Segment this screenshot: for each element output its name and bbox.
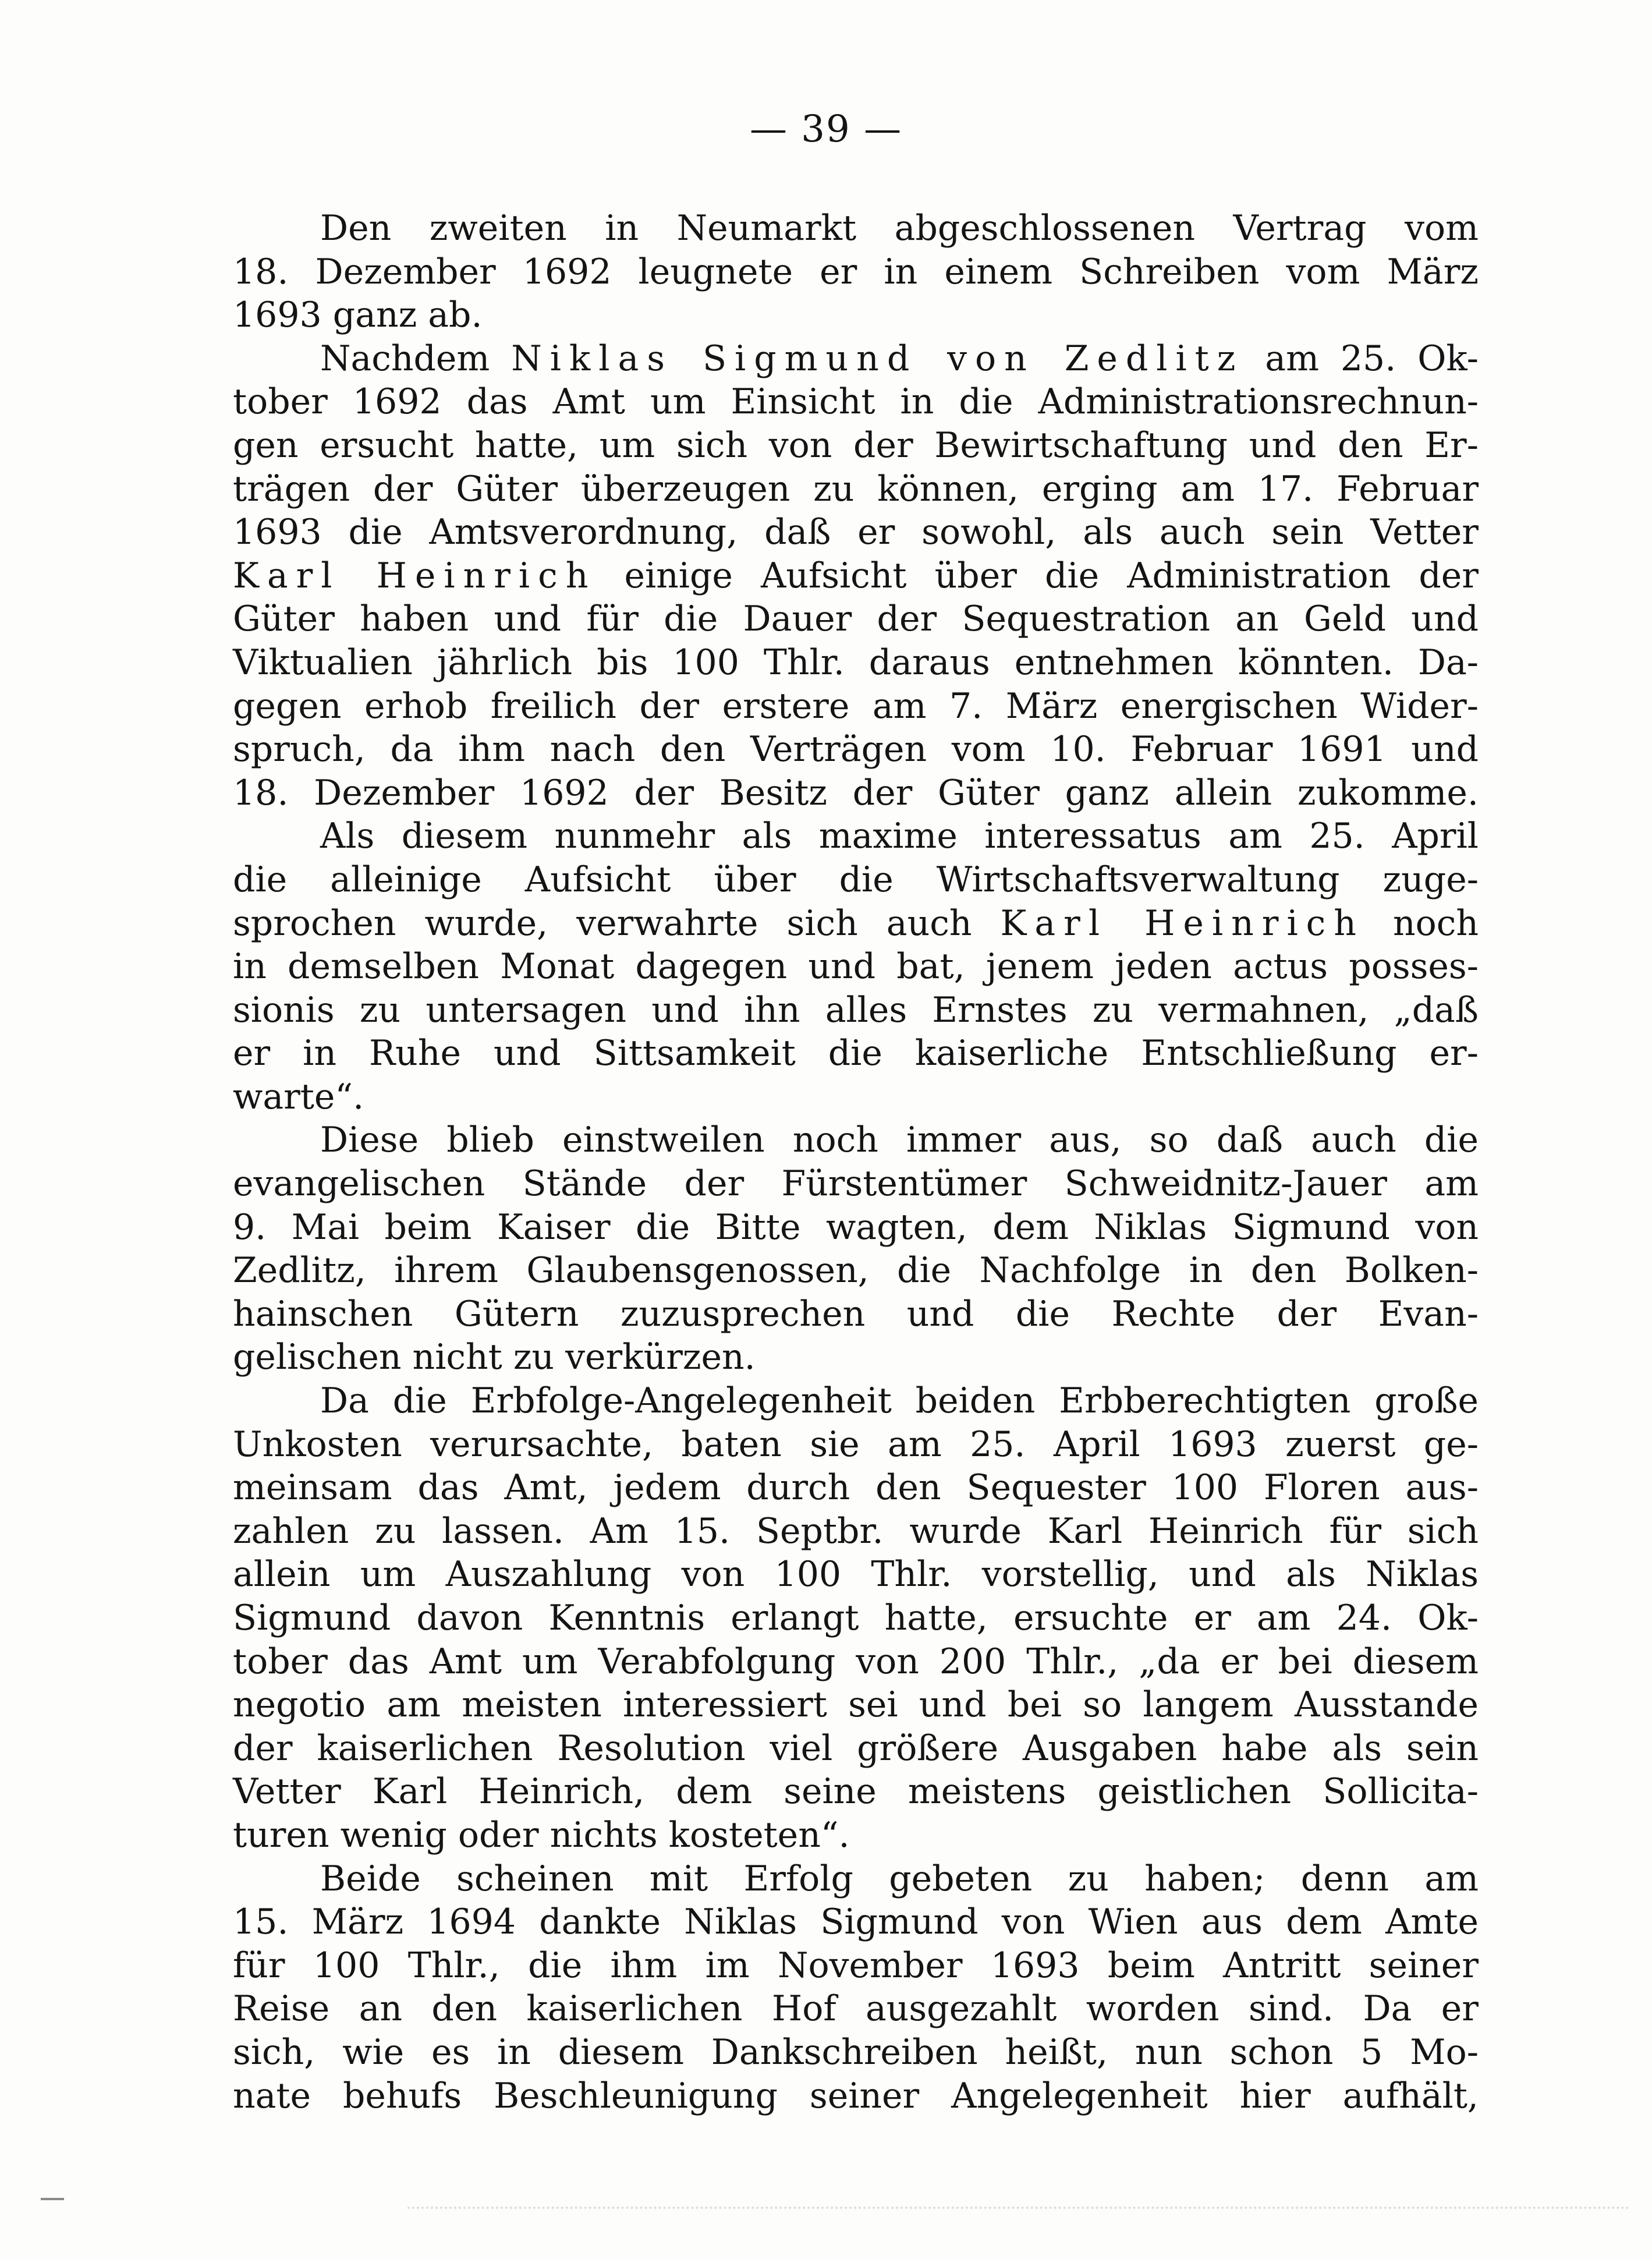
text-line: evangelischen Stände der Fürstentümer Schweidnitz-Jauer am: [233, 1163, 1479, 1205]
text-line: gen ersucht hatte, um sich von der Bewirtschaftung und den Er-: [233, 424, 1479, 466]
text-line: gegen erhob freilich der erstere am 7. März energischen Wider-: [233, 685, 1479, 727]
text-run: noch: [1364, 902, 1479, 944]
text-line: turen wenig oder nichts kosteten“.: [233, 1814, 850, 1856]
text-line: sionis zu untersagen und ihn alles Ernstes zu vermahnen, „daß: [233, 989, 1479, 1031]
text-line: er in Ruhe und Sittsamkeit die kaiserliche Entschließung er-: [233, 1033, 1479, 1074]
text-line: spruch, da ihm nach den Verträgen vom 10. Februar 1691 und: [233, 729, 1479, 770]
text-line: gelischen nicht zu verkürzen.: [233, 1337, 756, 1378]
text-line: tober das Amt um Verabfolgung von 200 Thlr., „da er bei diesem: [233, 1641, 1479, 1682]
text-line: sich, wie es in diesem Dankschreiben heißt, nun schon 5 Mo-: [233, 2031, 1479, 2073]
text-line: trägen der Güter überzeugen zu können, erging am 17. Februar: [233, 468, 1479, 509]
text-line: [233, 902, 1479, 946]
text-line: zahlen zu lassen. Am 15. Septbr. wurde Karl Heinrich für sich: [233, 1510, 1479, 1552]
text-line: Reise an den kaiserlichen Hof ausgezahlt worden sind. Da er: [233, 1988, 1479, 2030]
text-line: 18. Dezember 1692 der Besitz der Güter ganz allein zukomme.: [233, 772, 1479, 813]
text-line: 1693 ganz ab.: [233, 295, 483, 336]
text-line: 18. Dezember 1692 leugnete er in einem Schreiben vom März: [233, 251, 1479, 292]
text-line: hainschen Gütern zuzusprechen und die Rechte der Evan-: [233, 1293, 1479, 1334]
text-line: 15. März 1694 dankte Niklas Sigmund von Wien aus dem Amte: [233, 1902, 1479, 1943]
text-line: Als diesem nunmehr als maxime interessatus am 25. April: [320, 816, 1479, 857]
text-run: sprochen wurde, verwahrte sich auch: [233, 902, 1001, 944]
text-run: Nachdem: [320, 338, 512, 379]
text-line: warte“.: [233, 1076, 364, 1117]
scan-artifact: [407, 2207, 1630, 2214]
text-run: am 25. Ok-: [1243, 338, 1479, 379]
text-line: [233, 337, 1479, 381]
scan-edge-mark: [41, 2198, 64, 2200]
text-line: Vetter Karl Heinrich, dem seine meistens geistlichen Sollicita-: [233, 1771, 1479, 1812]
text-line: Den zweiten in Neumarkt abgeschlossenen Vertrag vom: [320, 208, 1479, 249]
text-line: Beide scheinen mit Erfolg gebeten zu haben; denn am: [320, 1858, 1479, 1899]
text-line: 9. Mai beim Kaiser die Bitte wagten, dem Niklas Sigmund von: [233, 1206, 1479, 1248]
spaced-name: Karl Heinrich: [233, 555, 597, 596]
spaced-name: Niklas Sigmund von Zedlitz: [511, 338, 1244, 379]
body-text: [233, 207, 1479, 2118]
text-line: für 100 Thlr., die ihm im November 1693 beim Antritt seiner: [233, 1945, 1479, 1986]
text-line: Sigmund davon Kenntnis erlangt hatte, ersuchte er am 24. Ok-: [233, 1598, 1479, 1638]
text-line: tober 1692 das Amt um Einsicht in die Administrationsrechnun-: [233, 381, 1479, 423]
text-line: Unkosten verursachte, baten sie am 25. April 1693 zuerst ge-: [233, 1424, 1479, 1465]
text-line: in demselben Monat dagegen und bat, jenem jeden actus posses-: [233, 946, 1479, 987]
text-line: die alleinige Aufsicht über die Wirtschaftsverwaltung zuge-: [233, 859, 1479, 900]
text-line: Da die Erbfolge-Angelegenheit beiden Erbberechtigten große: [320, 1380, 1479, 1422]
spaced-name: Karl Heinrich: [1000, 902, 1364, 944]
text-line: [233, 554, 1479, 598]
text-line: 1693 die Amtsverordnung, daß er sowohl, als auch sein Vetter: [233, 512, 1479, 553]
text-line: Güter haben und für die Dauer der Sequestration an Geld und: [233, 599, 1479, 640]
text-run: einige Aufsicht über die Administration der: [596, 555, 1479, 596]
text-line: allein um Auszahlung von 100 Thlr. vorstellig, und als Niklas: [233, 1554, 1479, 1595]
page-number: — 39 —: [749, 108, 903, 151]
text-line: Viktualien jährlich bis 100 Thlr. daraus entnehmen könnten. Da-: [233, 642, 1479, 683]
text-line: Zedlitz, ihrem Glaubensgenossen, die Nachfolge in den Bolken-: [233, 1250, 1479, 1291]
text-line: der kaiserlichen Resolution viel größere Ausgaben habe als sein: [233, 1727, 1479, 1769]
text-line: nate behufs Beschleunigung seiner Angelegenheit hier aufhält,: [233, 2075, 1479, 2116]
text-line: meinsam das Amt, jedem durch den Sequester 100 Floren aus-: [233, 1467, 1479, 1509]
text-line: negotio am meisten interessiert sei und bei so langem Ausstande: [233, 1684, 1479, 1726]
text-line: Diese blieb einstweilen noch immer aus, so daß auch die: [320, 1120, 1479, 1161]
